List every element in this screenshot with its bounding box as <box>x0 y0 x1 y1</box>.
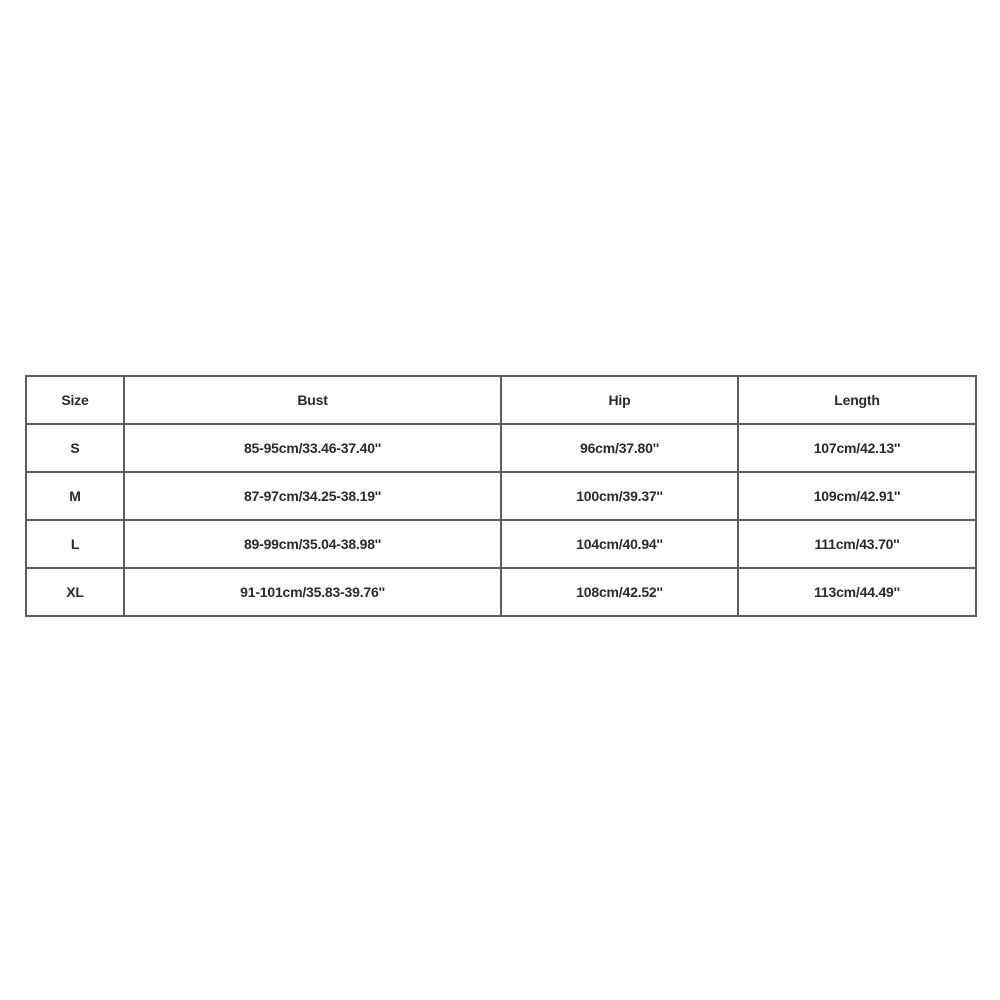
cell-size: M <box>26 472 124 520</box>
cell-hip: 96cm/37.80'' <box>501 424 738 472</box>
table-row <box>26 472 976 520</box>
cell-length: 109cm/42.91'' <box>738 472 976 520</box>
cell-length: 107cm/42.13'' <box>738 424 976 472</box>
cell-bust: 85-95cm/33.46-37.40'' <box>124 424 501 472</box>
table-row <box>26 568 976 616</box>
cell-bust: 91-101cm/35.83-39.76'' <box>124 568 501 616</box>
header-length: Length <box>738 376 976 424</box>
header-bust: Bust <box>124 376 501 424</box>
cell-size: L <box>26 520 124 568</box>
cell-hip: 108cm/42.52'' <box>501 568 738 616</box>
cell-length: 111cm/43.70'' <box>738 520 976 568</box>
cell-bust: 89-99cm/35.04-38.98'' <box>124 520 501 568</box>
table-row <box>26 520 976 568</box>
header-size: Size <box>26 376 124 424</box>
cell-length: 113cm/44.49'' <box>738 568 976 616</box>
cell-hip: 104cm/40.94'' <box>501 520 738 568</box>
cell-hip: 100cm/39.37'' <box>501 472 738 520</box>
cell-size: XL <box>26 568 124 616</box>
size-chart-table <box>25 375 977 617</box>
cell-bust: 87-97cm/34.25-38.19'' <box>124 472 501 520</box>
table-header-row <box>26 376 976 424</box>
header-hip: Hip <box>501 376 738 424</box>
cell-size: S <box>26 424 124 472</box>
table-row <box>26 424 976 472</box>
